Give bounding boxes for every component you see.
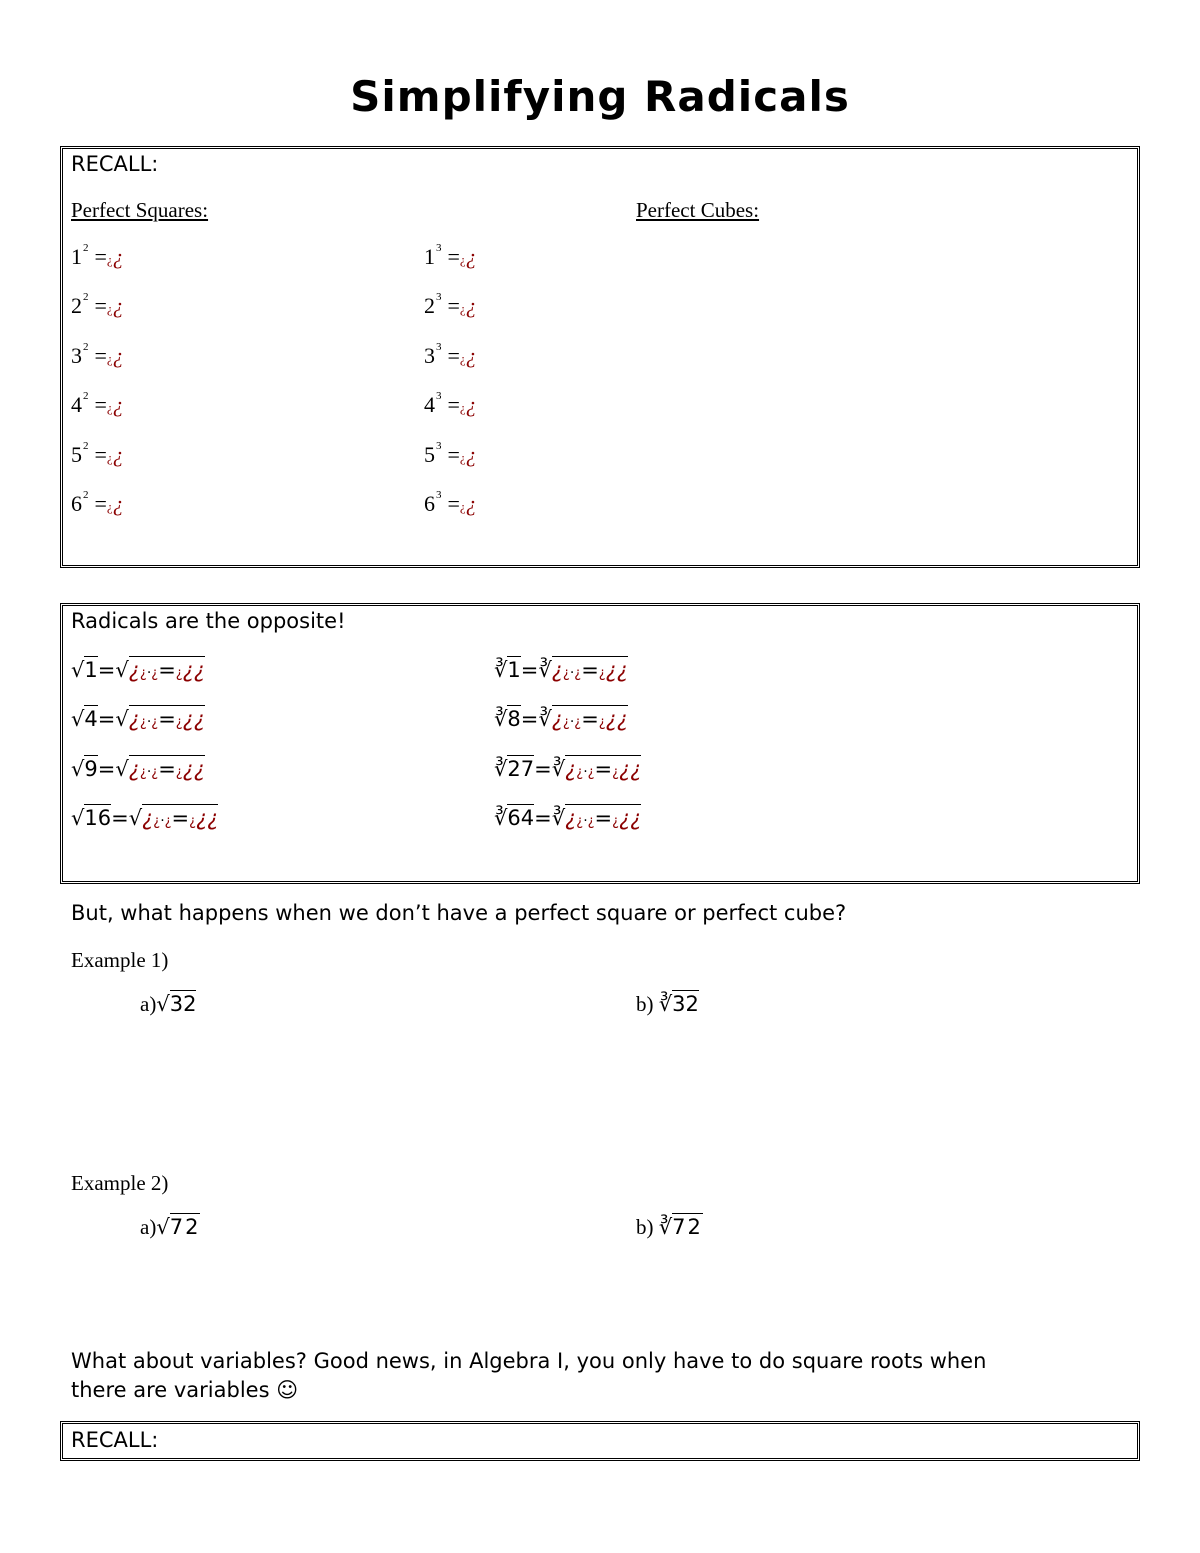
small-placeholder: ¿ [459,400,466,415]
equals-sign: = [111,806,129,830]
cube-root-row [494,806,641,830]
perfect-cubes-label: Perfect Cubes: [636,198,760,222]
radical-symbol: ∛ [494,658,508,682]
equals-sign: = [97,707,116,731]
small-placeholder: ¿ [175,715,183,730]
exponent: 3 [436,390,442,402]
answer-placeholder: ¿ [112,442,124,467]
multiply-dot: · [583,813,588,829]
small-placeholder: ¿ [175,765,183,780]
equals-sign: = [94,244,107,269]
equals-sign: = [158,707,176,731]
small-placeholder: ¿ [106,499,113,514]
example-1a-radicand: 32 [169,992,197,1016]
perfect-cube-row [424,491,477,517]
equals-sign: = [520,658,539,682]
perfect-cube-row [424,244,477,270]
square-root-row [71,757,205,781]
small-placeholder: ¿ [562,666,570,681]
example-2-label: Example 2) [71,1171,169,1195]
small-placeholder: ¿ [164,814,172,829]
exponent: 2 [83,390,89,402]
small-placeholder: ¿ [151,666,159,681]
square-root-row [71,806,218,830]
perfect-square-row [71,343,124,369]
small-placeholder: ¿ [139,715,147,730]
small-placeholder: ¿ [598,666,606,681]
radicand: 9 [84,757,98,781]
radical-symbol: ∛ [538,707,552,731]
example-1a [140,992,196,1017]
exponent: 3 [436,489,442,501]
equals-sign: = [447,392,460,417]
answer-placeholder: ¿ [182,757,194,781]
example-1a-radical [156,990,196,1016]
equals-sign: = [97,658,116,682]
radical-symbol: √ [115,757,129,781]
perfect-squares-label: Perfect Squares: [71,198,209,222]
example-2a-radicand: 72 [169,1215,201,1239]
perfect-cube-row [424,343,477,369]
answer-placeholder: ¿ [465,442,477,467]
equals-sign: = [594,757,613,781]
answer-placeholder: ¿ [182,707,194,731]
cbrt-symbol: ∛ [658,1215,673,1239]
rewritten-radicand [565,755,641,781]
radical-symbol: ∛ [494,806,508,830]
small-placeholder: ¿ [106,301,113,316]
equals-sign: = [158,757,176,781]
answer-placeholder: ¿ [619,806,631,830]
base: 1 [71,244,82,269]
radical-symbol: √ [115,658,129,682]
perfect-square-row [71,491,124,517]
variables-text-line-1: What about variables? Good news, in Algebra I, you only have to do square roots when [71,1349,987,1373]
equals-sign: = [447,491,460,516]
small-placeholder: ¿ [106,351,113,366]
example-2a-label: a) [140,1215,157,1239]
page-title: Simplifying Radicals [350,72,850,121]
answer-placeholder: ¿ [193,658,206,682]
radicand: 64 [507,806,535,830]
rewritten-radicand [565,804,641,830]
perfect-square-row [71,442,124,468]
exponent: 3 [436,440,442,452]
radical-symbol: √ [71,806,85,830]
radical-symbol: √ [71,757,85,781]
example-2b-label: b) [636,1215,659,1239]
recall-heading: RECALL: [71,152,159,176]
example-2b-radical [659,1213,703,1239]
radical-symbol: ∛ [494,757,508,781]
recall-box-2 [60,1421,1140,1461]
answer-placeholder: ¿ [112,343,124,368]
answer-placeholder: ¿ [182,658,194,682]
answer-placeholder: ¿ [128,658,140,682]
small-placeholder: ¿ [612,765,620,780]
example-1b [636,992,699,1017]
radical-symbol: ∛ [551,757,566,781]
radicals-box [60,603,1140,884]
radicand: 1 [507,658,521,682]
small-placeholder: ¿ [151,765,159,780]
answer-placeholder: ¿ [112,293,124,318]
equals-sign: = [94,392,107,417]
cube-root-row [494,757,641,781]
answer-placeholder: ¿ [112,244,124,269]
base: 3 [424,343,435,368]
rewritten-radicand [129,656,205,682]
answer-placeholder: ¿ [551,658,563,682]
radicand: 27 [507,757,535,781]
answer-placeholder: ¿ [207,806,219,830]
small-placeholder: ¿ [598,715,606,730]
example-1a-label: a) [140,992,157,1016]
radicand: 4 [84,707,98,731]
answer-placeholder: ¿ [112,491,124,516]
small-placeholder: ¿ [459,351,466,366]
equals-sign: = [447,343,460,368]
example-2a [140,1215,200,1240]
radical-symbol: ∛ [551,806,566,830]
base: 6 [424,491,435,516]
exponent: 3 [436,242,442,254]
small-placeholder: ¿ [587,765,595,780]
small-placeholder: ¿ [574,666,582,681]
small-placeholder: ¿ [106,400,113,415]
equals-sign: = [158,658,176,682]
radical-symbol: √ [71,707,85,731]
exponent: 2 [83,341,89,353]
exponent: 3 [436,341,442,353]
multiply-dot: · [160,813,165,829]
small-placeholder: ¿ [576,765,584,780]
example-2b-radicand: 72 [672,1215,703,1239]
radical-symbol: ∛ [538,658,552,682]
multiply-dot: · [146,714,152,730]
base: 2 [71,293,82,318]
small-placeholder: ¿ [574,715,582,730]
base: 2 [424,293,435,318]
perfect-square-row [71,244,124,270]
answer-placeholder: ¿ [565,757,577,781]
answer-placeholder: ¿ [605,707,617,731]
example-2a-radical [156,1213,200,1239]
small-placeholder: ¿ [106,450,113,465]
exponent: 2 [83,489,89,501]
rewritten-radicand [552,705,628,731]
small-placeholder: ¿ [459,499,466,514]
equals-sign: = [594,806,613,830]
perfect-square-row [71,392,124,418]
small-placeholder: ¿ [139,765,147,780]
base: 4 [424,392,435,417]
multiply-dot: · [583,764,588,780]
example-1b-radical [659,990,699,1016]
cube-root-row [494,658,628,682]
equals-sign: = [171,806,190,830]
radical-symbol: √ [115,707,129,731]
example-2b [636,1215,703,1240]
equals-sign: = [534,806,552,830]
equals-sign: = [97,757,116,781]
rewritten-radicand [142,804,218,830]
answer-placeholder: ¿ [465,343,477,368]
small-placeholder: ¿ [151,715,159,730]
rewritten-radicand [552,656,628,682]
small-placeholder: ¿ [612,814,620,829]
radicand: 16 [84,806,112,830]
recall-box [60,146,1140,568]
sqrt-symbol: √ [156,1215,170,1239]
answer-placeholder: ¿ [112,392,124,417]
rewritten-radicand [129,705,205,731]
equals-sign: = [534,757,552,781]
base: 5 [71,442,82,467]
small-placeholder: ¿ [587,814,595,829]
equals-sign: = [94,491,107,516]
base: 6 [71,491,82,516]
variables-text-line-2: there are variables ☺ [71,1378,299,1402]
radical-symbol: ∛ [494,707,508,731]
equals-sign: = [447,293,460,318]
equals-sign: = [94,343,107,368]
answer-placeholder: ¿ [616,658,629,682]
example-1b-label: b) [636,992,659,1016]
small-placeholder: ¿ [562,715,570,730]
example-1-label: Example 1) [71,948,169,972]
cbrt-symbol: ∛ [658,992,673,1016]
small-placeholder: ¿ [153,814,161,829]
answer-placeholder: ¿ [619,757,631,781]
perfect-cube-row [424,293,477,319]
perfect-cube-row [424,392,477,418]
small-placeholder: ¿ [175,666,183,681]
answer-placeholder: ¿ [193,757,206,781]
small-placeholder: ¿ [459,301,466,316]
small-placeholder: ¿ [576,814,584,829]
answer-placeholder: ¿ [128,757,140,781]
equals-sign: = [520,707,539,731]
small-placeholder: ¿ [459,252,466,267]
answer-placeholder: ¿ [193,707,206,731]
answer-placeholder: ¿ [630,757,642,781]
question-text: But, what happens when we don’t have a perfect square or perfect cube? [71,901,847,925]
answer-placeholder: ¿ [630,806,642,830]
answer-placeholder: ¿ [142,806,154,830]
multiply-dot: · [146,764,152,780]
answer-placeholder: ¿ [128,707,140,731]
radicand: 8 [507,707,521,731]
square-root-row [71,658,205,682]
answer-placeholder: ¿ [196,806,208,830]
perfect-square-row [71,293,124,319]
equals-sign: = [447,442,460,467]
small-placeholder: ¿ [189,814,197,829]
multiply-dot: · [569,665,575,681]
equals-sign: = [581,658,599,682]
answer-placeholder: ¿ [465,293,477,318]
sqrt-symbol: √ [156,992,170,1016]
exponent: 2 [83,291,89,303]
answer-placeholder: ¿ [465,392,477,417]
radicand: 1 [84,658,98,682]
multiply-dot: · [569,714,575,730]
recall-heading-2: RECALL: [71,1428,159,1452]
equals-sign: = [447,244,460,269]
equals-sign: = [581,707,599,731]
base: 3 [71,343,82,368]
answer-placeholder: ¿ [605,658,617,682]
equals-sign: = [94,293,107,318]
small-placeholder: ¿ [459,450,466,465]
answer-placeholder: ¿ [565,806,577,830]
base: 1 [424,244,435,269]
equals-sign: = [94,442,107,467]
answer-placeholder: ¿ [616,707,629,731]
small-placeholder: ¿ [106,252,113,267]
radical-symbol: √ [71,658,85,682]
perfect-cube-row [424,442,477,468]
exponent: 2 [83,242,89,254]
example-1b-radicand: 32 [672,992,699,1016]
multiply-dot: · [146,665,152,681]
answer-placeholder: ¿ [551,707,563,731]
answer-placeholder: ¿ [465,491,477,516]
square-root-row [71,707,205,731]
answer-placeholder: ¿ [465,244,477,269]
cube-root-row [494,707,628,731]
radicals-heading: Radicals are the opposite! [71,609,346,633]
base: 5 [424,442,435,467]
exponent: 3 [436,291,442,303]
radical-symbol: √ [128,806,143,830]
rewritten-radicand [129,755,205,781]
base: 4 [71,392,82,417]
exponent: 2 [83,440,89,452]
small-placeholder: ¿ [139,666,147,681]
